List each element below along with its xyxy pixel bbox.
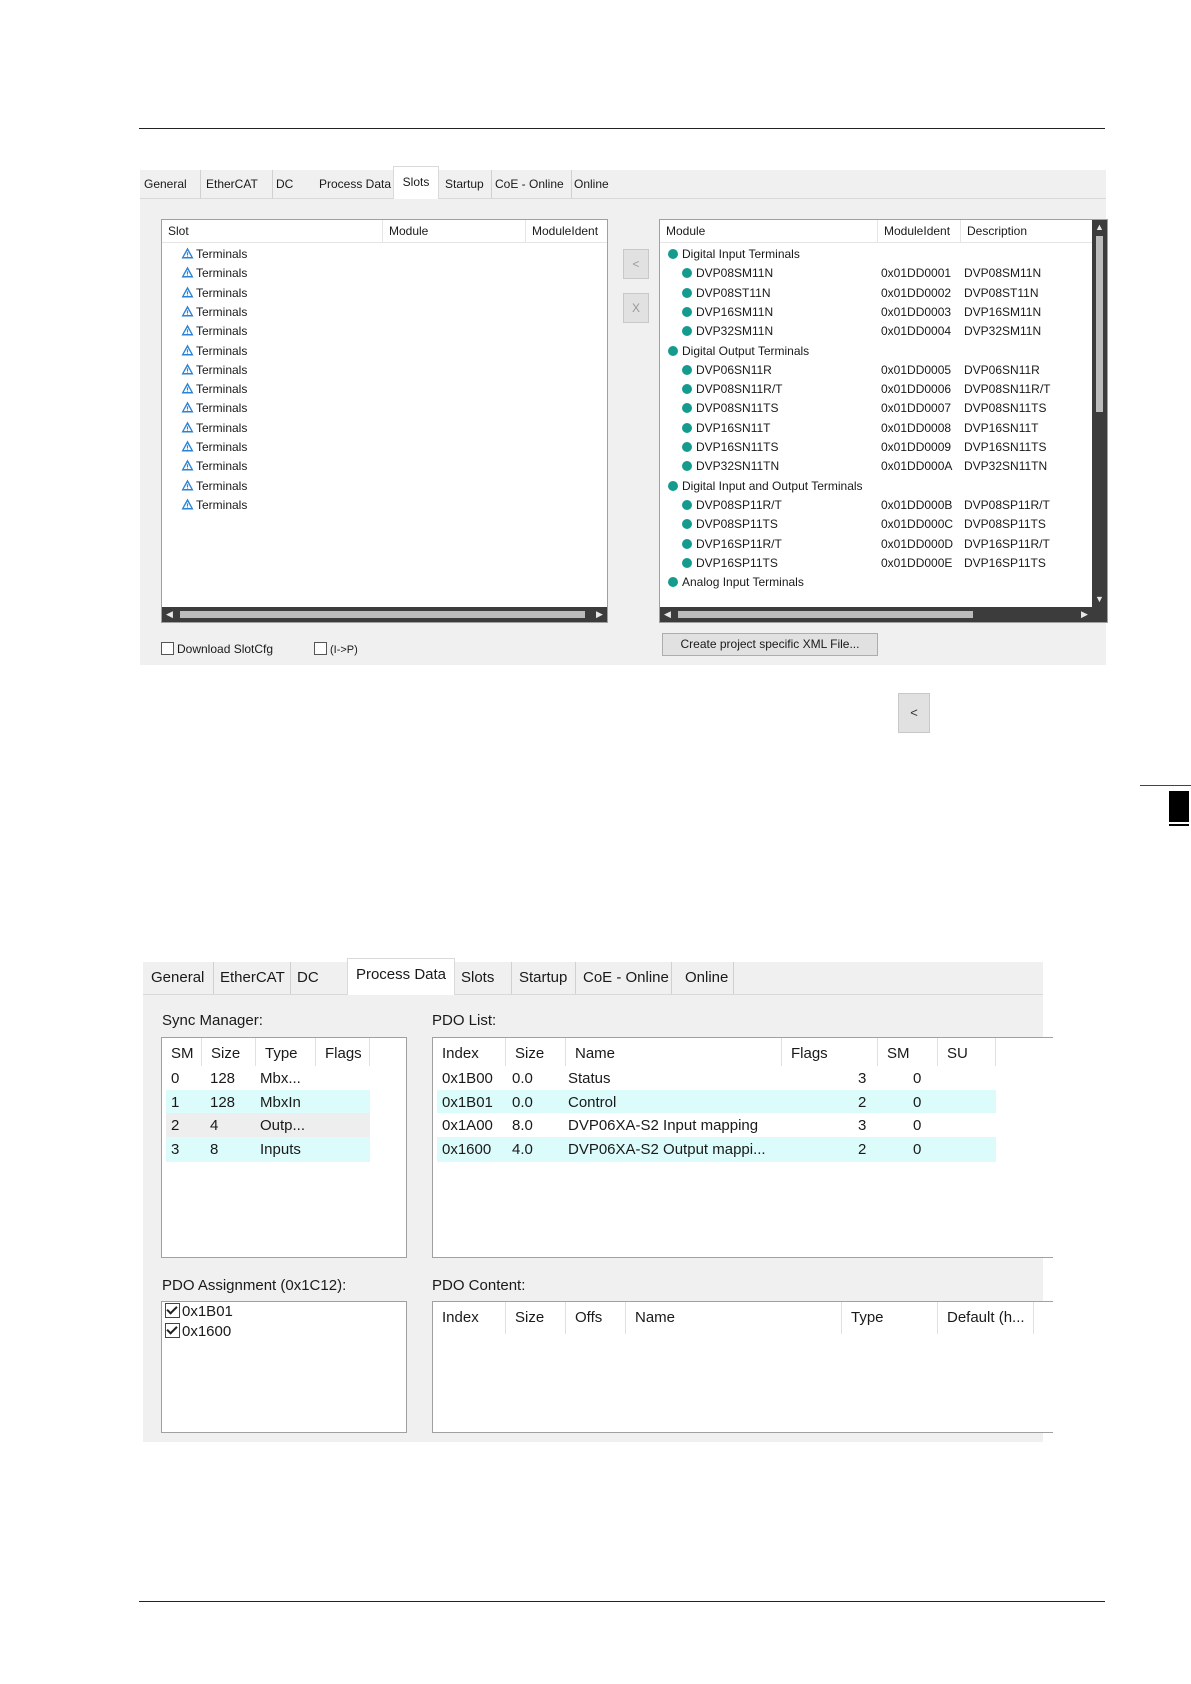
module-ident: 0x01DD0001	[881, 266, 952, 281]
module-description: DVP08ST11N	[964, 285, 1039, 300]
scroll-thumb[interactable]	[678, 611, 973, 618]
remove-module-button[interactable]: X	[623, 293, 649, 323]
col-su[interactable]: SU	[938, 1038, 996, 1070]
col-index[interactable]: Index	[433, 1038, 506, 1070]
warning-icon	[181, 264, 194, 276]
module-description: DVP16SN11T	[964, 420, 1039, 435]
module-name-cell	[682, 302, 773, 322]
module-row[interactable]	[660, 572, 1092, 592]
module-node-icon	[682, 558, 692, 568]
tab-bar	[140, 170, 1106, 199]
sync-manager-label: Sync Manager:	[162, 1012, 263, 1029]
download-slotcfg-checkbox[interactable]	[161, 642, 273, 656]
scroll-right-icon[interactable]: ▶	[1081, 609, 1088, 619]
tab-process-data[interactable]: Process Data	[319, 177, 392, 191]
checkbox-checked-icon[interactable]	[165, 1323, 180, 1338]
checkbox-checked-icon[interactable]	[165, 1303, 180, 1318]
sync-manager-row[interactable]	[166, 1090, 370, 1115]
download-slotcfg-label: Download SlotCfg	[177, 642, 274, 656]
module-ident: 0x01DD000A	[881, 459, 953, 474]
slot-row-label: Terminals	[196, 362, 248, 377]
scroll-up-icon[interactable]: ▲	[1095, 222, 1104, 232]
module-name: DVP08SP11TS	[696, 517, 778, 532]
tab-online[interactable]: Online	[574, 177, 609, 191]
module-row[interactable]	[660, 398, 1092, 418]
slot-row[interactable]	[181, 244, 247, 264]
sync-manager-sm-cell: 1	[171, 1093, 180, 1111]
module-ident: 0x01DD000D	[881, 536, 954, 551]
module-row[interactable]	[660, 514, 1092, 534]
checkbox-box[interactable]	[161, 642, 174, 655]
module-node-icon	[682, 307, 692, 317]
col-sm[interactable]: SM	[162, 1038, 202, 1070]
pdo-sm-cell: 2	[858, 1093, 867, 1111]
module-node-icon	[682, 539, 692, 549]
pdo-row[interactable]	[437, 1113, 996, 1138]
module-description: DVP32SN11TN	[964, 459, 1048, 474]
module-row[interactable]	[660, 244, 1092, 264]
slot-row-label: Terminals	[196, 382, 248, 397]
module-node-icon	[682, 461, 692, 471]
module-node-icon	[682, 500, 692, 510]
module-node-icon	[682, 442, 692, 452]
scroll-thumb[interactable]	[1096, 236, 1103, 412]
slot-row-label: Terminals	[196, 247, 248, 261]
header-rule	[139, 128, 1105, 129]
module-name-cell	[668, 244, 800, 264]
module-node-icon	[682, 365, 692, 375]
sync-manager-row[interactable]	[166, 1137, 370, 1162]
slot-row[interactable]	[181, 437, 247, 457]
slot-list-header	[162, 220, 607, 243]
module-name-cell	[668, 341, 809, 361]
col-name[interactable]: Name	[566, 1038, 782, 1070]
module-name-cell	[682, 495, 782, 515]
create-xml-button[interactable]: Create project specific XML File...	[662, 633, 878, 656]
slot-row[interactable]	[181, 302, 247, 322]
pdo-assignment-item[interactable]	[165, 1322, 231, 1342]
module-node-icon	[682, 326, 692, 336]
i-to-p-checkbox[interactable]	[314, 642, 358, 656]
module-name-cell	[682, 283, 770, 303]
sync-manager-list[interactable]	[161, 1037, 407, 1258]
module-ident: 0x01DD000E	[881, 555, 953, 570]
col-flags[interactable]: Flags	[316, 1038, 370, 1070]
module-description: DVP16SM11N	[964, 304, 1042, 319]
module-ident: 0x01DD000B	[881, 497, 953, 512]
slot-row-label: Terminals	[196, 324, 248, 339]
module-node-icon	[682, 519, 692, 529]
module-description: DVP08SN11R/T	[964, 382, 1051, 397]
slot-list[interactable]	[161, 219, 608, 623]
warning-icon	[181, 322, 194, 334]
module-name: DVP08SP11R/T	[696, 497, 782, 512]
pdo-list-label: PDO List:	[432, 1012, 497, 1029]
module-description: DVP08SM11N	[964, 266, 1042, 281]
module-row[interactable]	[660, 418, 1092, 438]
pdo-content-list[interactable]	[432, 1301, 1053, 1433]
module-name: DVP16SM11N	[696, 304, 774, 319]
sync-manager-size-cell: 8	[210, 1140, 219, 1158]
slot-row[interactable]	[181, 495, 247, 515]
module-list-hscroll[interactable]	[660, 607, 1107, 622]
sync-manager-sm-cell: 0	[171, 1070, 180, 1087]
slots-dialog	[140, 170, 1106, 665]
tab-dc[interactable]: DC	[276, 177, 294, 191]
warning-icon	[181, 245, 194, 257]
pdo-size-cell: 8.0	[512, 1117, 533, 1134]
module-ident: 0x01DD0009	[881, 440, 952, 454]
module-name-cell	[682, 437, 778, 457]
module-node-icon	[682, 423, 692, 433]
module-row[interactable]	[660, 456, 1092, 476]
pdo-name-cell: DVP06XA-S2 Output mappi...	[568, 1140, 766, 1158]
module-description: DVP16SP11TS	[964, 555, 1046, 570]
module-ident: 0x01DD0003	[881, 304, 952, 319]
tab-ethercat[interactable]: EtherCAT	[206, 170, 273, 198]
slot-row-label: Terminals	[196, 478, 248, 493]
module-name: DVP16SN11TS	[696, 440, 779, 454]
module-name-cell	[682, 379, 782, 399]
sync-manager-sm-cell: 2	[171, 1117, 180, 1134]
sync-manager-size-cell: 128	[210, 1093, 236, 1111]
col-type[interactable]: Type	[842, 1302, 938, 1334]
slot-row-label: Terminals	[196, 420, 248, 435]
pdo-name-cell: Status	[568, 1070, 611, 1087]
chapter-tab-mark	[1169, 791, 1189, 822]
module-node-icon	[668, 346, 678, 356]
slot-row-label: Terminals	[196, 459, 248, 474]
module-ident: 0x01DD0007	[881, 401, 952, 416]
col-offs[interactable]: Offs	[566, 1302, 626, 1334]
pdo-size-cell: 0.0	[512, 1070, 533, 1087]
pdo-su-cell: 0	[913, 1117, 922, 1134]
pdo-row[interactable]	[437, 1137, 996, 1162]
slot-row[interactable]	[181, 341, 247, 361]
tab-startup[interactable]: Startup	[519, 962, 576, 994]
warning-icon	[181, 380, 194, 392]
module-name-cell	[682, 360, 772, 380]
sync-manager-type-cell: MbxIn	[260, 1093, 301, 1111]
module-name: DVP16SP11R/T	[696, 536, 782, 551]
pdo-su-cell: 0	[913, 1140, 922, 1158]
module-name: DVP08SM11N	[696, 266, 774, 281]
chapter-tab-underline	[1169, 824, 1189, 826]
module-node-icon	[682, 288, 692, 298]
module-name: DVP08SN11TS	[696, 401, 779, 416]
module-description: DVP08SN11TS	[964, 401, 1047, 416]
module-node-icon	[682, 268, 692, 278]
standalone-less-button[interactable]: <	[898, 693, 930, 733]
slot-row[interactable]	[181, 476, 247, 496]
col-size[interactable]: Size	[506, 1038, 566, 1070]
scroll-right-icon[interactable]: ▶	[596, 609, 603, 619]
slot-row-label: Terminals	[196, 266, 248, 281]
slot-row-label: Terminals	[196, 343, 248, 358]
pdo-name-cell: DVP06XA-S2 Input mapping	[568, 1117, 759, 1134]
warning-icon	[181, 342, 194, 354]
sync-manager-sm-cell: 3	[171, 1140, 180, 1158]
pdo-assignment-text: 0x1600	[182, 1323, 232, 1340]
module-row[interactable]	[660, 283, 1092, 303]
col-index[interactable]: Index	[433, 1302, 506, 1334]
module-name: Digital Output Terminals	[682, 343, 810, 358]
module-row[interactable]	[660, 263, 1092, 283]
module-list[interactable]	[659, 219, 1108, 623]
warning-icon	[181, 419, 194, 431]
col-size[interactable]: Size	[506, 1302, 566, 1334]
col-moduleident[interactable]: ModuleIdent	[878, 220, 961, 242]
module-name: DVP32SM11N	[696, 324, 774, 339]
tab-ethercat[interactable]: EtherCAT	[220, 962, 291, 994]
slot-row-label: Terminals	[196, 440, 248, 454]
slot-row[interactable]	[181, 456, 247, 476]
warning-icon	[181, 496, 194, 508]
slot-row-label: Terminals	[196, 497, 248, 512]
warning-icon	[181, 438, 194, 450]
scroll-left-icon[interactable]: ◀	[166, 609, 173, 619]
slot-list-hscroll[interactable]	[162, 607, 607, 622]
warning-icon	[181, 284, 194, 296]
module-ident: 0x01DD0006	[881, 382, 952, 397]
module-name: DVP06SN11R	[696, 362, 772, 377]
sync-manager-size-cell: 4	[210, 1117, 219, 1134]
module-row[interactable]	[660, 321, 1092, 341]
module-description: DVP08SP11R/T	[964, 497, 1050, 512]
slot-row-label: Terminals	[196, 285, 248, 300]
module-name: DVP08ST11N	[696, 285, 771, 300]
pdo-index-cell: 0x1600	[442, 1140, 492, 1158]
module-name: Digital Input and Output Terminals	[682, 478, 863, 493]
slot-row-label: Terminals	[196, 401, 248, 416]
tab-general[interactable]: General	[144, 170, 201, 198]
pdo-assignment-label: PDO Assignment (0x1C12):	[162, 1277, 347, 1294]
module-name-cell	[682, 534, 782, 554]
col-sm[interactable]: SM	[878, 1038, 938, 1070]
module-row[interactable]	[660, 302, 1092, 322]
module-row[interactable]	[660, 495, 1092, 515]
col-type[interactable]: Type	[256, 1038, 316, 1070]
pdo-assignment-item[interactable]	[165, 1302, 233, 1322]
slot-row[interactable]	[181, 283, 247, 303]
module-name: DVP16SN11T	[696, 420, 771, 435]
module-name: DVP32SN11TN	[696, 459, 780, 474]
tab-process-data[interactable]: Process Data	[347, 958, 455, 995]
slot-row[interactable]	[181, 398, 247, 418]
module-description: DVP32SM11N	[964, 324, 1042, 339]
module-row[interactable]	[660, 553, 1092, 573]
sync-manager-row[interactable]	[166, 1113, 370, 1138]
pdo-row[interactable]	[437, 1066, 996, 1091]
warning-icon	[181, 477, 194, 489]
sync-manager-type-cell: Outp...	[260, 1117, 306, 1134]
pdo-index-cell: 0x1B00	[442, 1070, 493, 1087]
col-size[interactable]: Size	[202, 1038, 256, 1070]
module-node-icon	[668, 577, 678, 587]
module-description: DVP06SN11R	[964, 362, 1040, 377]
module-name-cell	[682, 263, 773, 283]
pdo-size-cell: 0.0	[512, 1093, 533, 1111]
module-node-icon	[668, 249, 678, 259]
sync-manager-row[interactable]	[166, 1066, 370, 1091]
col-description[interactable]: Description	[967, 224, 1028, 238]
scroll-thumb[interactable]	[180, 611, 585, 618]
col-slot[interactable]: Slot	[162, 220, 383, 242]
module-name-cell	[682, 321, 773, 341]
col-moduleident[interactable]: ModuleIdent	[532, 224, 599, 238]
tab-slots[interactable]: Slots	[461, 962, 512, 994]
module-description: DVP16SP11R/T	[964, 536, 1050, 551]
pdo-su-cell: 0	[913, 1070, 922, 1087]
module-node-icon	[668, 481, 678, 491]
module-ident: 0x01DD0005	[881, 362, 952, 377]
slot-row[interactable]	[181, 360, 247, 380]
col-flags[interactable]: Flags	[782, 1038, 878, 1070]
warning-icon	[181, 303, 194, 315]
col-module[interactable]: Module	[660, 220, 878, 242]
module-name-cell	[668, 572, 804, 592]
module-description: DVP16SN11TS	[964, 440, 1047, 454]
pdo-list[interactable]	[432, 1037, 1053, 1258]
module-name-cell	[682, 418, 770, 438]
sync-manager-type-cell: Mbx...	[260, 1070, 301, 1087]
module-row[interactable]	[660, 437, 1092, 457]
warning-icon	[181, 399, 194, 411]
insert-module-button[interactable]: <	[623, 249, 649, 279]
module-row[interactable]	[660, 341, 1092, 361]
module-name-cell	[682, 398, 778, 418]
warning-icon	[181, 457, 194, 469]
scroll-down-icon[interactable]: ▼	[1095, 594, 1104, 604]
module-ident: 0x01DD0004	[881, 324, 952, 339]
module-row[interactable]	[660, 534, 1092, 554]
slot-row[interactable]	[181, 418, 247, 438]
pdo-sm-cell: 3	[858, 1117, 867, 1134]
pdo-size-cell: 4.0	[512, 1140, 533, 1158]
tab-slots[interactable]: Slots	[393, 166, 439, 199]
sync-manager-size-cell: 128	[210, 1070, 236, 1087]
col-module[interactable]: Module	[383, 220, 526, 242]
module-name: Analog Input Terminals	[682, 575, 804, 590]
process-data-dialog	[143, 962, 1043, 1442]
pdo-row[interactable]	[437, 1090, 996, 1115]
i-to-p-label: (I->P)	[330, 644, 358, 656]
module-row[interactable]	[660, 379, 1092, 399]
module-ident: 0x01DD000C	[881, 517, 954, 532]
pdo-assignment-list[interactable]	[161, 1301, 407, 1433]
slot-row-label: Terminals	[196, 304, 248, 319]
pdo-content-label: PDO Content:	[432, 1277, 526, 1294]
module-list-header	[660, 220, 1092, 243]
col-default[interactable]: Default (h...	[938, 1302, 1034, 1334]
pdo-assignment-text: 0x1B01	[182, 1303, 233, 1320]
module-ident: 0x01DD0008	[881, 420, 952, 435]
slot-row[interactable]	[181, 263, 247, 283]
sync-manager-type-cell: Inputs	[260, 1140, 301, 1158]
module-node-icon	[682, 403, 692, 413]
module-name: DVP16SP11TS	[696, 555, 778, 570]
tab-dc[interactable]: DC	[297, 969, 319, 986]
chapter-marker	[1140, 785, 1191, 786]
module-ident: 0x01DD0002	[881, 285, 952, 300]
module-node-icon	[682, 384, 692, 394]
module-list-vscroll[interactable]	[1092, 220, 1107, 607]
warning-icon	[181, 361, 194, 373]
pdo-sm-cell: 3	[858, 1070, 867, 1087]
footer-rule	[139, 1601, 1105, 1602]
module-name-cell	[668, 476, 863, 496]
pdo-index-cell: 0x1A00	[442, 1117, 493, 1134]
pdo-su-cell: 0	[913, 1093, 922, 1111]
module-name-cell	[682, 553, 778, 573]
module-name: DVP08SN11R/T	[696, 382, 783, 397]
tab-coe-online[interactable]: CoE - Online	[583, 962, 672, 994]
tab-online[interactable]: Online	[685, 962, 734, 994]
tab-startup[interactable]: Startup	[442, 170, 492, 198]
module-name-cell	[682, 456, 779, 476]
pdo-index-cell: 0x1B01	[442, 1093, 493, 1111]
pdo-name-cell: Control	[568, 1093, 617, 1111]
pdo-sm-cell: 2	[858, 1140, 867, 1158]
scroll-left-icon[interactable]: ◀	[664, 609, 671, 619]
pdo-content-header	[433, 1302, 1053, 1334]
slot-row[interactable]	[181, 321, 247, 341]
tab-bar	[143, 962, 1043, 995]
col-name[interactable]: Name	[626, 1302, 842, 1334]
tab-coe-online[interactable]: CoE - Online	[492, 170, 572, 198]
module-name: Digital Input Terminals	[682, 247, 800, 261]
module-name-cell	[682, 514, 778, 534]
tab-general[interactable]: General	[151, 962, 214, 994]
module-row[interactable]	[660, 476, 1092, 496]
module-description: DVP08SP11TS	[964, 517, 1046, 532]
checkbox-box[interactable]	[314, 642, 327, 655]
slot-row[interactable]	[181, 379, 247, 399]
module-row[interactable]	[660, 360, 1092, 380]
